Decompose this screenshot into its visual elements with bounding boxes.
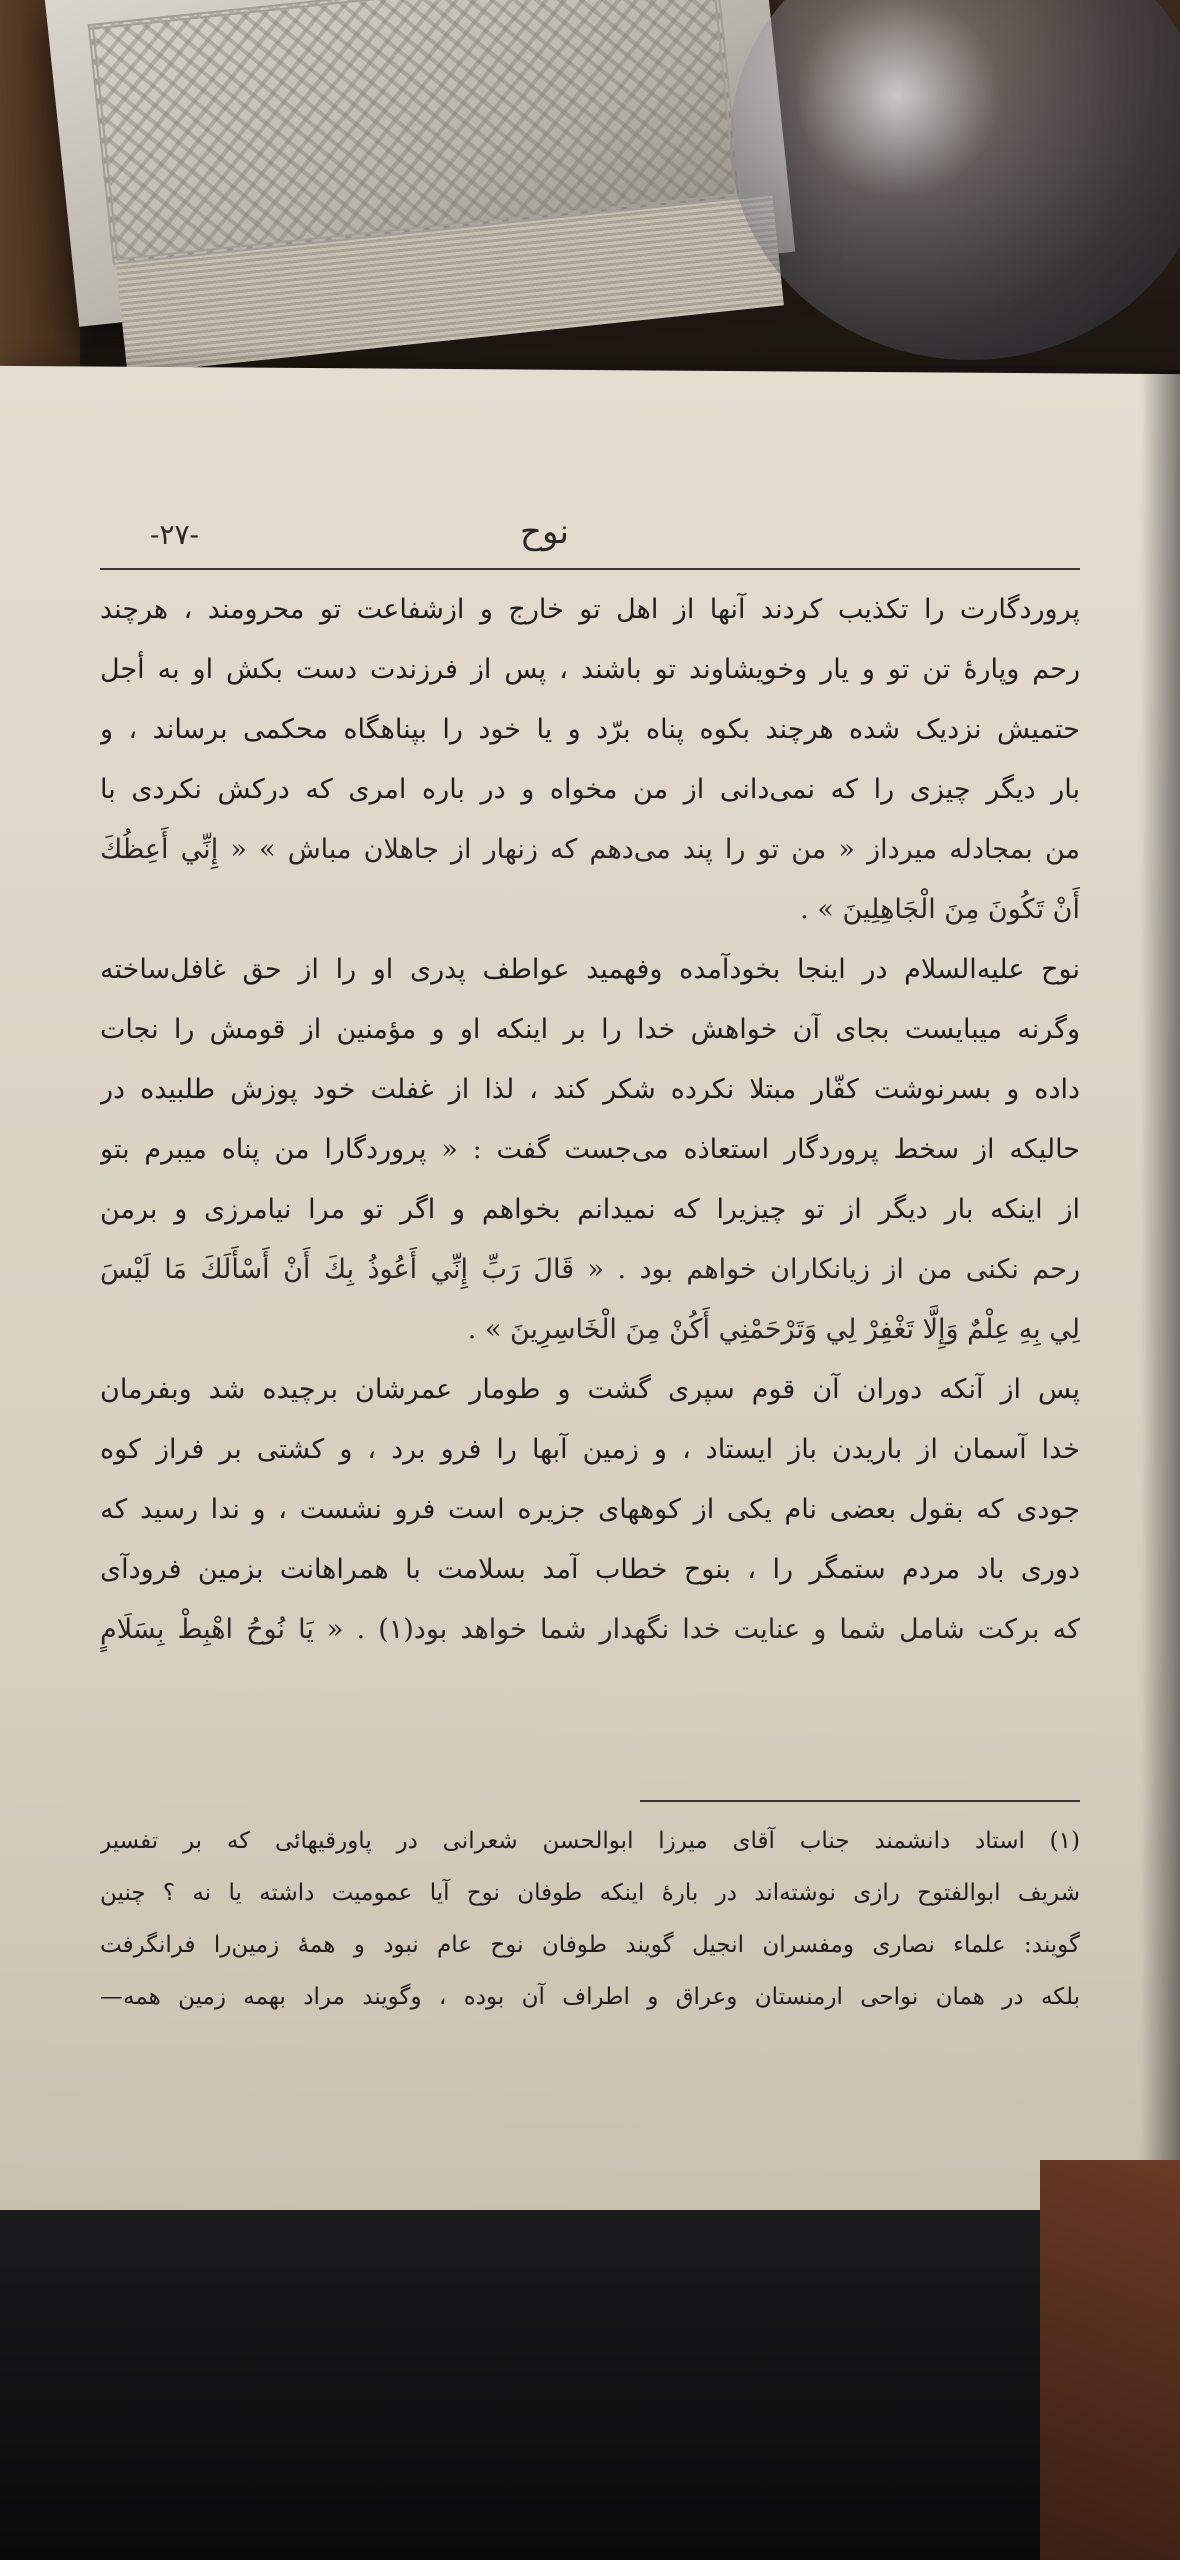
text-line: حتمیش نزدیک شده هرچند بکوه پناه برّد و یا خود را بپناهگاه محکمی برساند ، و (100, 714, 1080, 745)
text-line: دوری باد مردم ستمگر را ، بنوح خطاب آمد بسلامت با همراهانت بزمین فرودآی (100, 1554, 1080, 1585)
text-line: أَنْ تَكُونَ مِنَ الْجَاهِلِينَ » . (800, 894, 1080, 925)
text-line: بار دیگر چیزی را که نمی‌دانی از من مخواه و در باره امری که درکش نکردی با (100, 774, 1080, 805)
page-shadow (1140, 370, 1180, 2220)
text-line: از اینکه بار دیگر از تو چیزیرا که نمیدانم بخواهم و اگر تو مرا نیامرزی و برمن (100, 1194, 1080, 1225)
fabric-corner (1040, 2160, 1180, 2560)
text-line: وگرنه میبایست بجای آن خواهش خدا را بر اینکه او و مؤمنین از قومش را نجات (100, 1014, 1080, 1045)
text-line: خدا آسمان از باریدن باز ایستاد ، و زمین آبها را فرو برد ، و کشتی بر فراز کوه (100, 1434, 1080, 1465)
footnote-rule (640, 1800, 1080, 1802)
text-line: پروردگارت را تکذیب کردند آنها از اهل تو خارج و ازشفاعت تو محرومند ، هرچند (100, 594, 1080, 625)
footnote-line: شریف ابوالفتوح رازی نوشته‌اند در بارهٔ اینکه طوفان نوح آیا عمومیت داشته یا نه ؟ چنین (100, 1880, 1080, 1906)
text-line: که برکت شامل شما و عنایت خدا نگهدار شما خواهد بود(۱) . « يَا نُوحُ اهْبِطْ بِسَلَامٍ (100, 1614, 1080, 1645)
footnotes (100, 1815, 1080, 2023)
page-header (100, 510, 1080, 570)
running-title: نوح (520, 512, 569, 552)
dark-background (0, 2210, 1180, 2560)
text-line: من بمجادله میرداز « من تو را پند می‌دهم که زنهار از جاهلان مباش » « إِنِّي أَعِظُكَ (100, 834, 1080, 865)
text-line: نوح علیه‌السلام در اینجا بخودآمده وفهمید عواطف پدری او را از حق غافل‌ساخته (100, 954, 1080, 985)
footnote-line: بلکه در همان نواحی ارمنستان وعراق و اطراف آن بوده ، وگویند مراد بهمه زمین همه— (100, 1984, 1080, 2010)
text-line: لِي بِهِ عِلْمٌ وَإِلَّا تَغْفِرْ لِي وَتَرْحَمْنِي أَكُنْ مِنَ الْخَاسِرِينَ » . (467, 1314, 1080, 1345)
text-line: رحم وپارهٔ تن تو و یار وخویشاوند تو باشند ، پس از فرزندت دست بکش او به أجل (100, 654, 1080, 685)
footnote-line: (۱) استاد دانشمند جناب آقای میرزا ابوالحسن شعرانی در پاورقیهائی که بر تفسیر (100, 1828, 1080, 1854)
text-line: داده و بسرنوشت کفّار مبتلا نکرده شکر کند ، لذا از غفلت خود پوزش طلبیده در (100, 1074, 1080, 1105)
page-number: -۲۷- (150, 518, 200, 551)
body-text (100, 580, 1080, 1660)
text-line: پس از آنکه دوران آن قوم سپری گشت و طومار عمرشان برچیده شد وبفرمان (100, 1374, 1080, 1405)
text-line: جودی که بقول بعضی نام یکی از کوههای جزیره است فرو نشست ، و ندا رسید که (100, 1494, 1080, 1525)
text-line: رحم نکنی من از زیانکاران خواهم بود . « قَالَ رَبِّ إِنِّي أَعُوذُ بِكَ أَنْ أَسْأَلَكَ مَا لَيْسَ (100, 1254, 1080, 1285)
text-line: حالیکه از سخط پروردگار استعاذه می‌جست گفت : « پروردگارا من پناه میبرم بتو (100, 1134, 1080, 1165)
glass-object (730, 0, 1180, 360)
header-rule (100, 568, 1080, 570)
footnote-line: گویند: علماء نصاری ومفسران انجیل گویند طوفان نوح عام نبود و همهٔ زمین‌را فرانگرفت (100, 1932, 1080, 1958)
